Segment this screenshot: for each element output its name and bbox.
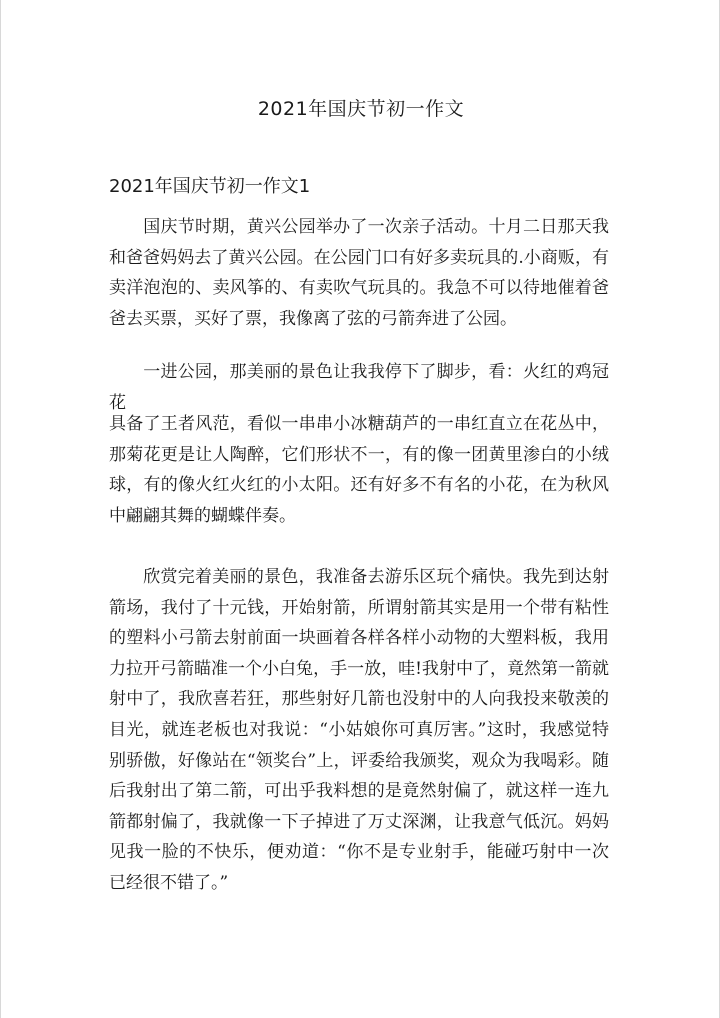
paragraph-3-text: 具备了王者风范，看似一串串小冰糖葫芦的一串红直立在花丛中，那菊花更是让人陶醉，它们形状不一，有的像一团黄里渗白的小绒球，有的像火红火红的小太阳。还有好多不有名的小花，在为秋风中翩翩其舞的蝴蝶伴奏。	[109, 414, 609, 526]
paragraph-4	[109, 562, 609, 899]
paragraph-1-text: 国庆节时期，黄兴公园举办了一次亲子活动。十月二日那天我和爸爸妈妈去了黄兴公园。在公园门口有好多卖玩具的.小商贩，有卖洋泡泡的、卖风筝的、有卖吹气玩具的。我急不可以待地催着爸爸去买票，买好了票，我像离了弦的弓箭奔进了公园。	[109, 217, 609, 329]
document-title: 2021年国庆节初一作文	[257, 98, 465, 120]
section-title: 2021年国庆节初一作文1	[109, 176, 311, 197]
paragraph-4-text: 欣赏完着美丽的景色，我准备去游乐区玩个痛快。我先到达射箭场，我付了十元钱，开始射箭，所谓射箭其实是用一个带有粘性的塑料小弓箭去射前面一块画着各样各样小动物的大塑料板，我用力拉开弓箭瞄准一个小白兔，手一放，哇!我射中了，竟然第一箭就射中了，我欣喜若狂，那些射好几箭也没射中的人向我投来敬羡的目光，就连老板也对我说：“小姑娘你可真厉害。”这时，我感觉特别骄傲，好像站在“领奖台”上，评委给我颁奖，观众为我喝彩。随后我射出了第二箭，可出乎我料想的是竟然射偏了，就这样一连九箭都射偏了，我就像一下子掉进了万丈深渊，让我意气低沉。妈妈见我一脸的不快乐，便劝道：“你不是专业射手，能碰巧射中一次已经很不错了。”	[109, 567, 609, 893]
paragraph-2-text: 一进公园，那美丽的景色让我我停下了脚步，看：火红的鸡冠花	[109, 362, 609, 413]
paragraph-3	[109, 409, 609, 531]
paragraph-1	[109, 212, 609, 334]
